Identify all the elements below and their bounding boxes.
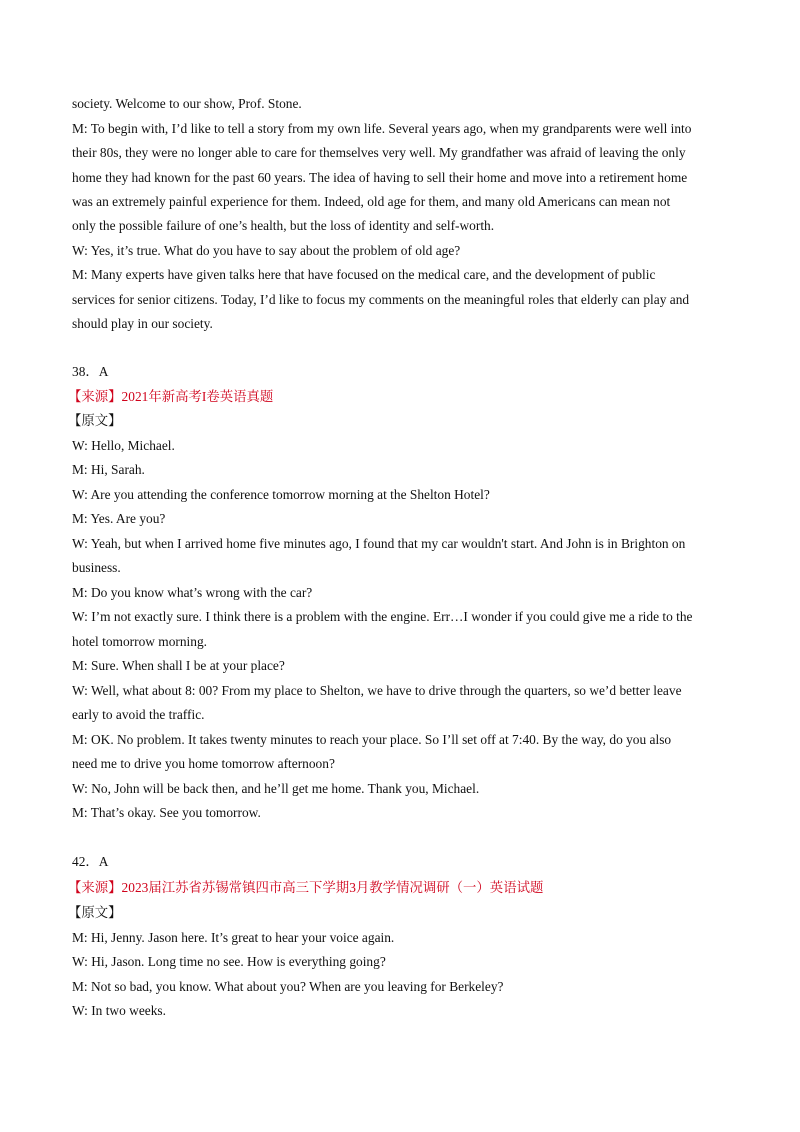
transcript-line: M: To begin with, I’d like to tell a story from my own life. Several years ago, when my grandparents were well into	[72, 121, 692, 136]
transcript-line: M: Not so bad, you know. What about you? When are you leaving for Berkeley?	[72, 979, 504, 994]
transcript-line: W: Yes, it’s true. What do you have to say about the problem of old age?	[72, 243, 461, 258]
source-label-38: 【来源】2021年新高考I卷英语真题	[68, 389, 274, 404]
transcript-line: W: I’m not exactly sure. I think there is a problem with the engine. Err…I wonder if you could give me a ride to the	[72, 609, 693, 624]
transcript-line: home they had known for the past 60 years. The idea of having to sell their home and move into a retirement home	[72, 170, 688, 185]
transcript-line: M: Hi, Jenny. Jason here. It’s great to hear your voice again.	[72, 930, 395, 945]
transcript-line: W: Yeah, but when I arrived home five minutes ago, I found that my car wouldn't start. And John is in Brighton on	[72, 536, 686, 551]
transcript-line: M: Do you know what’s wrong with the car?	[72, 585, 313, 600]
original-text-label-42: 【原文】	[68, 905, 122, 920]
transcript-line: M: Yes. Are you?	[72, 511, 166, 526]
transcript-line: M: Many experts have given talks here that have focused on the medical care, and the development of public	[72, 267, 656, 282]
transcript-line: M: OK. No problem. It takes twenty minutes to reach your place. So I’ll set off at 7:40. By the way, do you also	[72, 732, 672, 747]
transcript-line: was an extremely painful experience for them. Indeed, old age for them, and many old Americans can mean not	[72, 194, 671, 209]
transcript-line: their 80s, they were no longer able to care for themselves very well. My grandfather was afraid of leaving the only	[72, 145, 686, 160]
original-text-label-38: 【原文】	[68, 413, 122, 428]
transcript-line: W: No, John will be back then, and he’ll get me home. Thank you, Michael.	[72, 781, 480, 796]
answer-42: 42．A	[72, 854, 109, 869]
transcript-line: W: Well, what about 8: 00? From my place to Shelton, we have to drive through the quarters, so we’d better leave	[72, 683, 682, 698]
transcript-line: M: That’s okay. See you tomorrow.	[72, 805, 261, 820]
answer-38: 38．A	[72, 364, 109, 379]
transcript-line: only the possible failure of one’s health, but the loss of identity and self-worth.	[72, 218, 495, 233]
transcript-line: W: Hello, Michael.	[72, 438, 175, 453]
transcript-line: W: In two weeks.	[72, 1003, 166, 1018]
transcript-line: business.	[72, 560, 121, 575]
transcript-line: M: Hi, Sarah.	[72, 462, 145, 477]
transcript-line: W: Hi, Jason. Long time no see. How is everything going?	[72, 954, 386, 969]
transcript-line: W: Are you attending the conference tomorrow morning at the Shelton Hotel?	[72, 487, 490, 502]
transcript-line: society. Welcome to our show, Prof. Stone.	[72, 96, 302, 111]
transcript-line: should play in our society.	[72, 316, 213, 331]
transcript-line: M: Sure. When shall I be at your place?	[72, 658, 285, 673]
transcript-line: early to avoid the traffic.	[72, 707, 205, 722]
source-label-42: 【来源】2023届江苏省苏锡常镇四市高三下学期3月教学情况调研（一）英语试题	[68, 880, 544, 895]
transcript-line: need me to drive you home tomorrow afternoon?	[72, 756, 335, 771]
transcript-line: services for senior citizens. Today, I’d like to focus my comments on the meaningful roles that elderly can play and	[72, 292, 690, 307]
transcript-line: hotel tomorrow morning.	[72, 634, 208, 649]
